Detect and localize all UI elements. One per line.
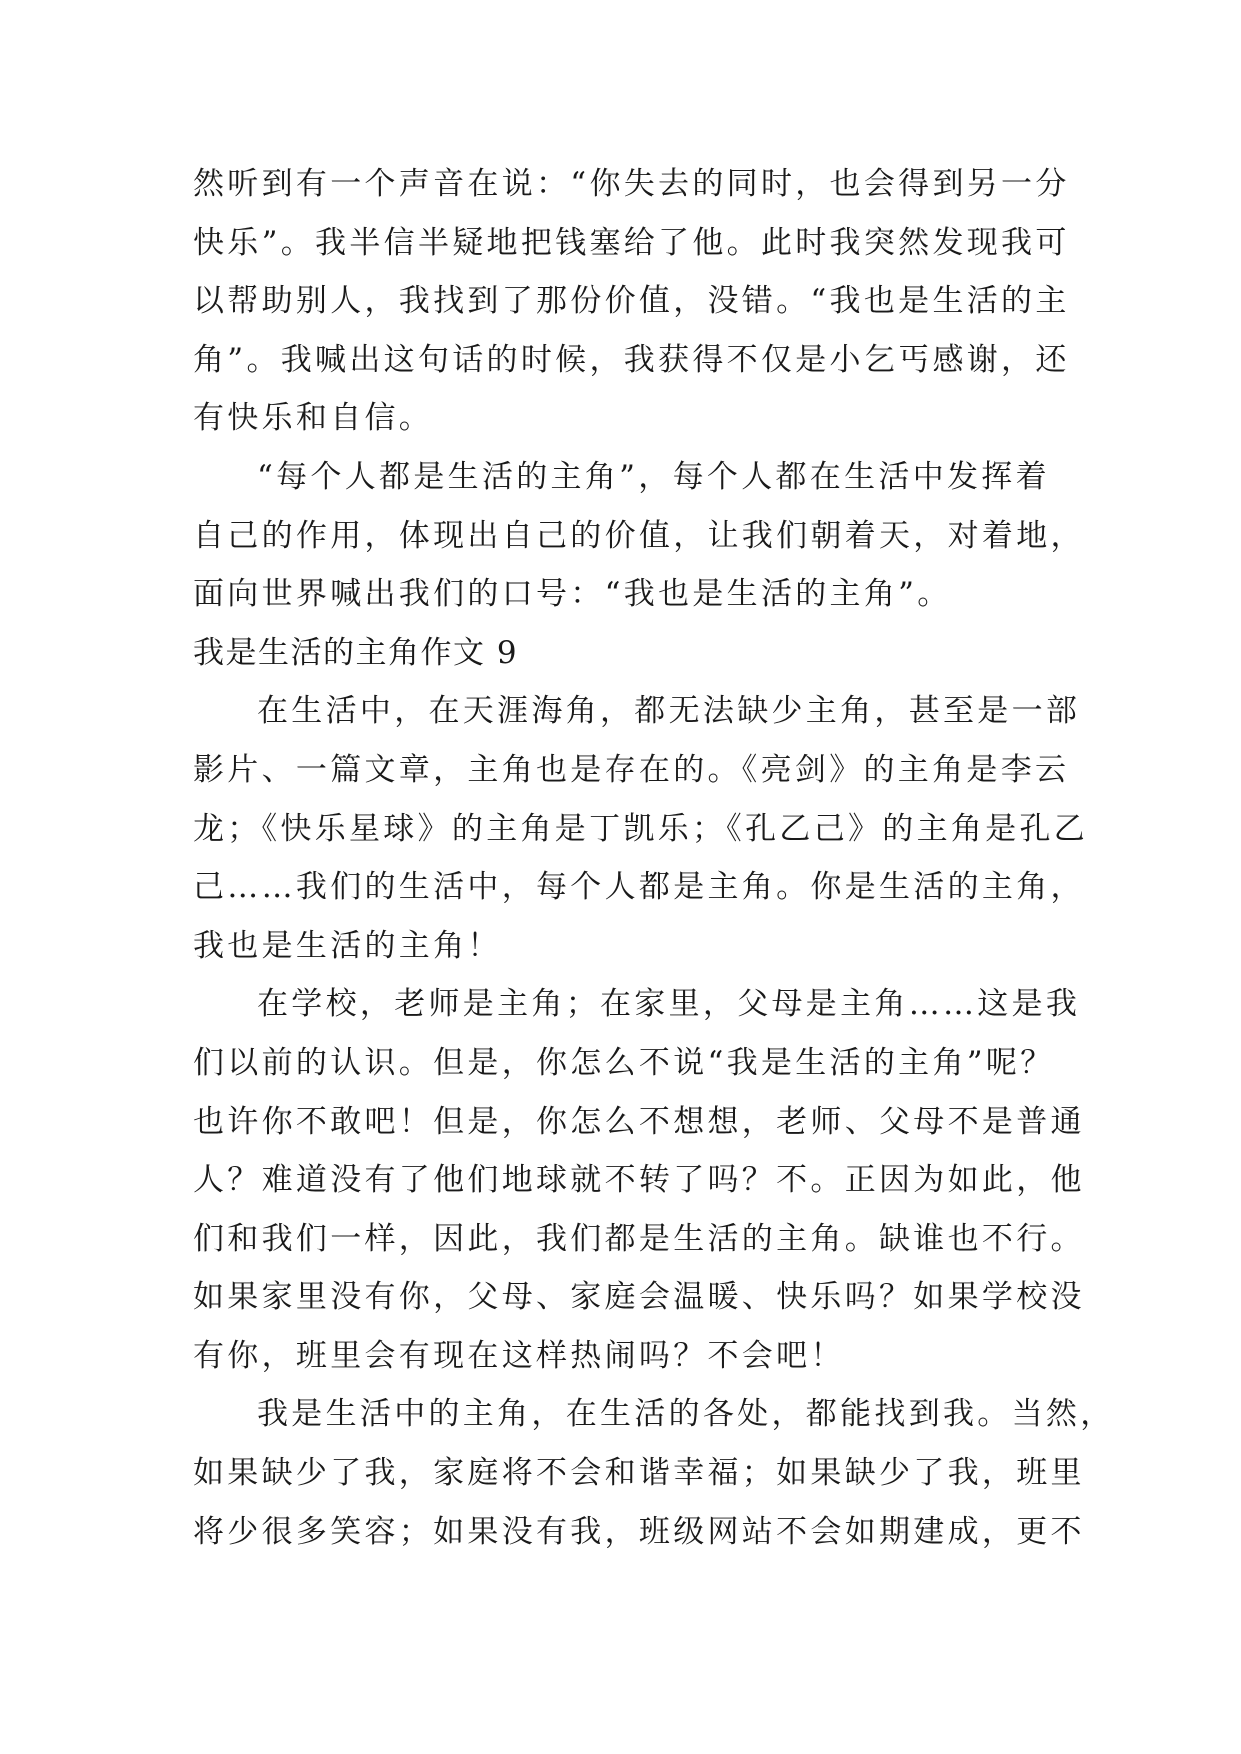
text-line: 在学校，老师是主角；在家里，父母是主角……这是我: [257, 986, 1081, 1023]
text-line: 我也是生活的主角！: [193, 927, 502, 964]
text-line: 角”。我喊出这句话的时候，我获得不仅是小乞丐感谢，还: [193, 341, 1070, 378]
text-line: 人？难道没有了他们地球就不转了吗？不。正因为如此，他: [193, 1162, 1085, 1199]
text-line: 面向世界喊出我们的口号：“我也是生活的主角”。: [193, 576, 952, 613]
text-line: 然听到有一个声音在说：“你失去的同时，也会得到另一分: [193, 166, 1070, 202]
text-line: 快乐”。我半信半疑地把钱塞给了他。此时我突然发现我可: [193, 224, 1070, 261]
document-body: [193, 155, 1115, 1561]
text-line: 也许你不敢吧！但是，你怎么不想想，老师、父母不是普通: [193, 1103, 1085, 1140]
text-line: 我是生活中的主角，在生活的各处，都能找到我。当然，: [257, 1396, 1115, 1433]
text-line: 有快乐和自信。: [193, 400, 434, 437]
text-line: 以帮助别人，我找到了那份价值，没错。“我也是生活的主: [193, 283, 1070, 320]
text-line: 己……我们的生活中，每个人都是主角。你是生活的主角，: [193, 869, 1085, 906]
section-heading: 我是生活的主角作文 9: [193, 634, 519, 671]
text-line: 们和我们一样，因此，我们都是生活的主角。缺谁也不行。: [193, 1220, 1085, 1257]
text-line: 在生活中，在天涯海角，都无法缺少主角，甚至是一部: [257, 693, 1081, 730]
text-line: 影片、一篇文章，主角也是存在的。《亮剑》的主角是李云: [193, 751, 1070, 788]
text-line: 如果家里没有你，父母、家庭会温暖、快乐吗？如果学校没: [193, 1279, 1085, 1316]
text-line: 如果缺少了我，家庭将不会和谐幸福；如果缺少了我，班里: [193, 1455, 1085, 1492]
text-line: 自己的作用，体现出自己的价值，让我们朝着天，对着地，: [193, 517, 1085, 554]
text-line: 龙；《快乐星球》的主角是丁凯乐；《孔乙己》的主角是孔乙: [193, 810, 1089, 847]
text-line: “每个人都是生活的主角”，每个人都在生活中发挥着: [257, 458, 1050, 495]
text-line: 有你，班里会有现在这样热闹吗？不会吧！: [193, 1337, 845, 1374]
text-line: 们以前的认识。但是，你怎么不说“我是生活的主角”呢？: [193, 1044, 1055, 1081]
text-line: 将少很多笑容；如果没有我，班级网站不会如期建成，更不: [193, 1513, 1085, 1550]
